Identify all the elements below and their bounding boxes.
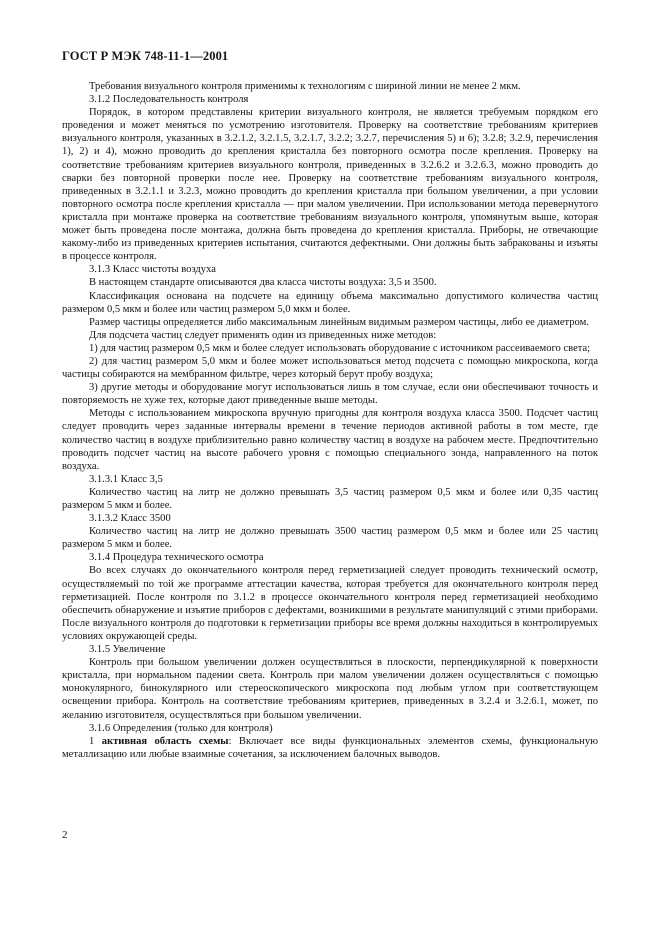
section-heading: 3.1.2 Последовательность контроля — [89, 94, 249, 106]
paragraph — [62, 735, 598, 761]
section-heading: 3.1.5 Увеличение — [89, 644, 166, 656]
section-heading: 3.1.3.1 Класс 3,5 — [89, 473, 163, 485]
paragraph: Во всех случаях до окончательного контроля перед герметизацией следует проводить технический осмотр, осуществляемый по той же программе аттестации качества, которая требуется для окончательного контроля перед герметизацией. После контроля по 3.1.2 в процессе окончательного контроля перед герметизацией необходимо обеспечить обнаружение и изъятие приборов с дефектами, возникшими в результате манипуляций с этими приборами. После визуального контроля до подготовки к герметизации приборы все время должны находиться в контролируемых условиях окружающей среды. — [62, 565, 598, 642]
section-heading: 3.1.3 Класс чистоты воздуха — [89, 264, 216, 276]
section-heading: 3.1.4 Процедура технического осмотра — [89, 552, 264, 564]
definition-text: : Включает все виды функциональных элементов схемы, функциональную металлизацию или любые взаимные сочетания, за исключением балочных выводов. — [62, 735, 598, 760]
section-heading: 3.1.6 Определения (только для контроля) — [89, 722, 273, 734]
definition-number: 1 — [89, 735, 102, 747]
paragraph: Классификация основана на подсчете на единицу объема максимально допустимого количества частиц размером 0,5 мкм и более или частиц размером 5,0 мкм и более. — [62, 290, 598, 315]
paragraph: Методы с использованием микроскопа вручную пригодны для контроля воздуха класса 3500. Подсчет частиц следует проводить через заданные интервалы времени в течение периодов активной работы в том месте, где количество частиц в воздухе приблизительно равно количеству частиц в воздухе на рабочем месте. Предпочтительно проводить подсчет частиц на высоте рабочего уровня с помощью специального зонда, направленного на поток воздуха. — [62, 408, 598, 472]
document-body — [62, 80, 598, 761]
section-heading: 3.1.3.2 Класс 3500 — [89, 513, 171, 525]
paragraph: В настоящем стандарте описываются два класса чистоты воздуха: 3,5 и 3500. — [89, 277, 437, 289]
paragraph: Контроль при большом увеличении должен осуществляться в плоскости, перпендикулярной к поверхности кристалла, при нормальном падении света. Контроль при малом увеличении должен осуществляться с помощью монокулярного, бинокулярного или стереоскопического микроскопа под любым углом при соответствующем освещении прибора. Контроль на соответствие требованиям критериев, приведенных в 3.2.4 и 3.2.6.1, может, по желанию изготовителя, осуществляться при большом увеличении. — [62, 657, 598, 721]
paragraph: Количество частиц на литр не должно превышать 3500 частиц размером 0,5 мкм и более или 25 частиц размером 5 мкм и более. — [62, 526, 598, 551]
document-header: ГОСТ Р МЭК 748-11-1—2001 — [62, 49, 229, 63]
paragraph: Порядок, в котором представлены критерии визуального контроля, не является требуемым порядком его проведения и может меняться по усмотрению изготовителя. Проверку на соответствие требованиям критериев визуального контроля, указанных в 3.2.1.2, 3.2.1.5, 3.2.1.7, 3.2.2; 3.2.7, перечисления 5) и 6); 3.2.8; 3.2.9, перечисления 1), 2) и 4), можно проводить до крепления кристалла без повторного осмотра после крепления. Проверку на соответствие требованиям критериев визуального контроля, приведенных в 3.2.6.2 и 3.2.6.3, можно проводить до сварки без повторной проверки после нее. Проверку на соответствие требованиям визуального контроля, приведенных в 3.2.1.1 и 3.2.3, можно проводить до крепления кристалла при большом увеличении, а при условии повторного осмотра после крепления кристалла — при малом увеличении. При использовании метода перевернутого кристалла при монтаже проверка на соответствие требованиям визуального контроля, упомянутым выше, которая может быть проведена после монтажа, должна быть проведена до крепления кристалла. Приборы, не отвечающие какому-либо из приведенных критериев испытания, считаются дефектными. Они должны быть забракованы и изъяты в процессе контроля. — [62, 107, 598, 263]
paragraph: Для подсчета частиц следует применять один из приведенных ниже методов: — [89, 329, 437, 341]
paragraph: 3) другие методы и оборудование могут использоваться лишь в том случае, если они обеспечивают точность и повторяемость не хуже тех, которые дают приведенные выше методы. — [62, 382, 598, 407]
paragraph: Требования визуального контроля применимы к технологиям с шириной линии не менее 2 мкм. — [89, 81, 521, 92]
paragraph: 2) для частиц размером 5,0 мкм и более может использоваться метод подсчета с помощью микроскопа, когда частицы собираются на мембранном фильтре, через который берут пробу воздуха; — [62, 355, 598, 381]
paragraph: Размер частицы определяется либо максимальным линейным видимым размером частицы, либо ее диаметром. — [89, 316, 589, 328]
paragraph: 1) для частиц размером 0,5 мкм и более следует использовать оборудование с источником рассеиваемого света; — [89, 342, 591, 354]
page-number: 2 — [62, 829, 68, 841]
paragraph: Количество частиц на литр не должно превышать 3,5 частиц размером 0,5 мкм и более или 0,35 частиц размером 5 мкм и более. — [62, 486, 598, 511]
defined-term: активная область схемы — [101, 735, 229, 747]
